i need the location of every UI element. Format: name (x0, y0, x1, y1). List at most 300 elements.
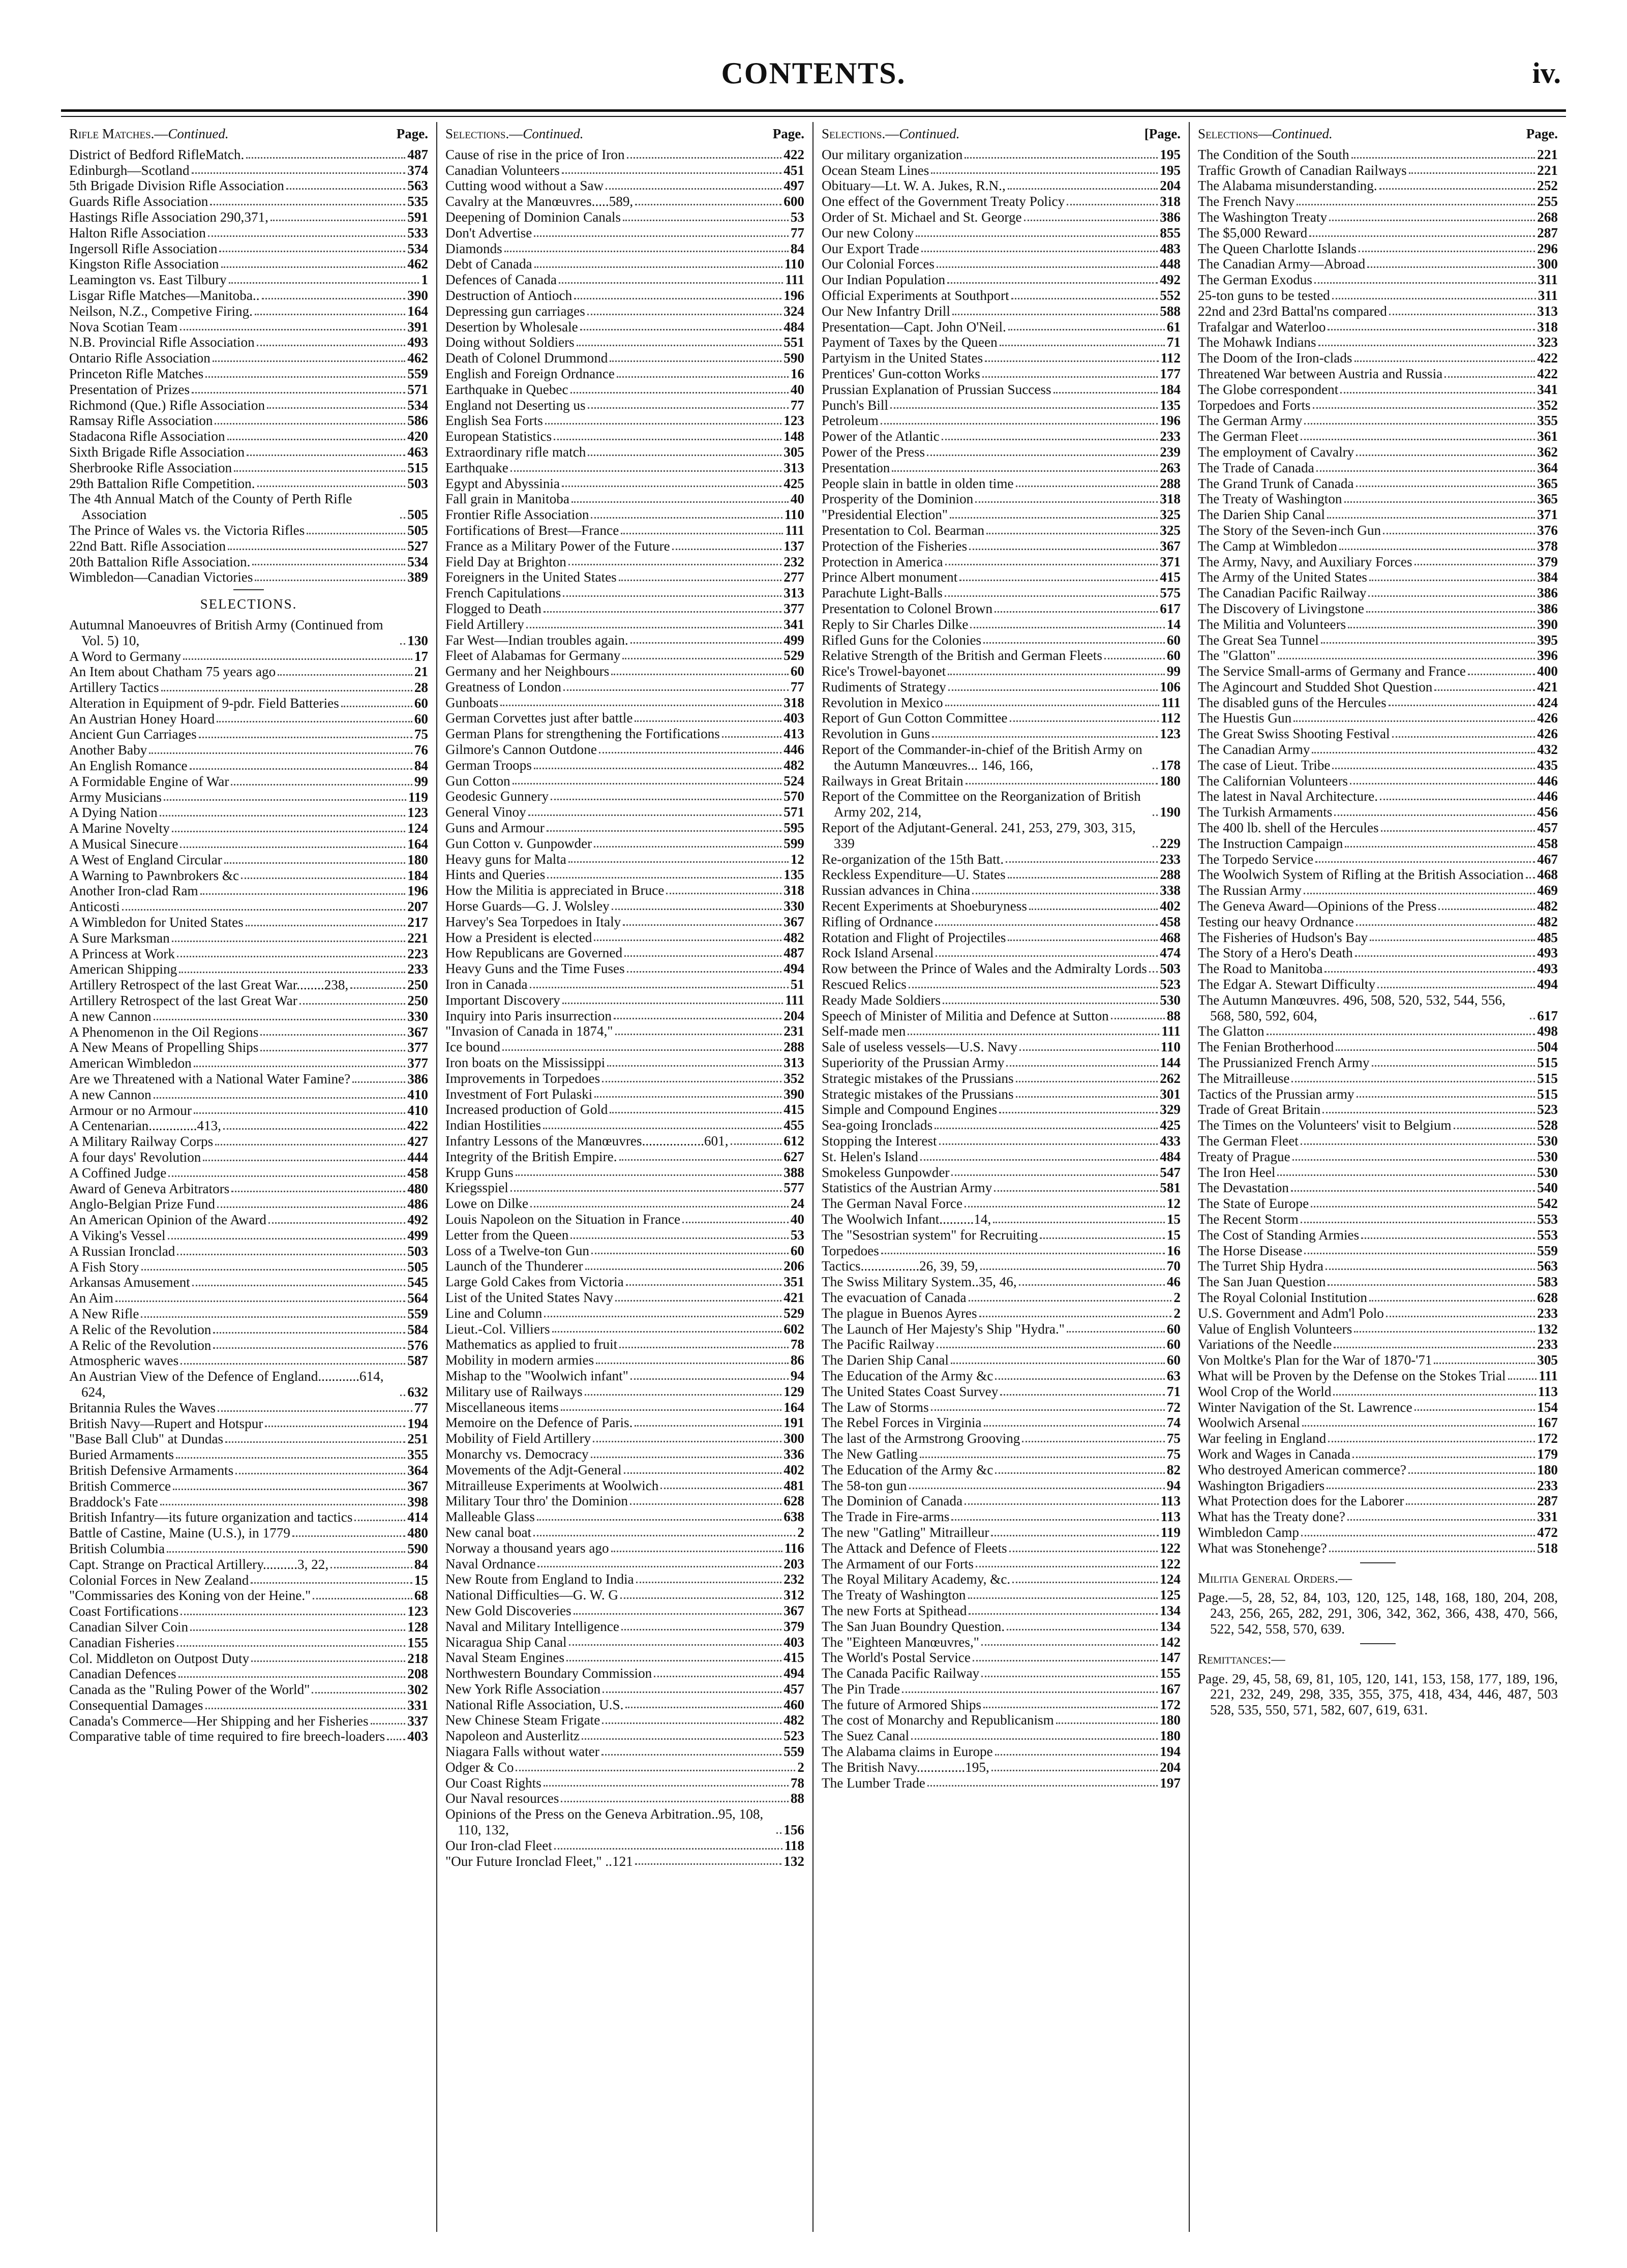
contents-entry (69, 1509, 428, 1525)
dot-leader (177, 1645, 406, 1647)
entry-title: The Devastation (1198, 1180, 1289, 1196)
dot-leader (950, 517, 1158, 519)
dot-leader (594, 1096, 781, 1098)
dot-leader (547, 877, 781, 879)
entry-title: The Royal Military Academy, &c. (822, 1571, 1011, 1587)
dot-leader (1304, 423, 1535, 425)
entry-title: The Californian Volunteers (1198, 773, 1348, 789)
contents-entry (445, 852, 804, 867)
entry-title: Kingston Rifle Association (69, 256, 219, 272)
contents-entry (822, 820, 1181, 852)
entry-page: 503 (407, 1243, 428, 1259)
dot-leader (510, 1190, 781, 1192)
contents-entry (1198, 460, 1558, 476)
entry-title: Col. Middleton on Outpost Duty (69, 1650, 250, 1666)
dot-leader (141, 1316, 405, 1318)
entry-title: The "Eighteen Manœuvres," (822, 1634, 979, 1650)
entry-page: 110 (784, 256, 804, 272)
contents-entry (69, 1698, 428, 1713)
dot-leader (400, 643, 405, 645)
entry-title: Tactics.................26, 39, 59, (822, 1258, 978, 1274)
entry-page: 457 (1537, 820, 1558, 836)
entry-title: European Statistics (445, 429, 552, 444)
entry-page: 331 (1537, 1509, 1558, 1525)
entry-title: Obituary—Lt. W. A. Jukes, R.N., (822, 178, 1006, 194)
contents-entry (445, 350, 804, 366)
entry-title: Work and Wages in Canada (1198, 1446, 1351, 1462)
dot-leader (892, 470, 1158, 472)
entry-page: 75 (414, 727, 428, 742)
entry-title: Field Artillery (445, 616, 524, 632)
contents-entry (822, 1290, 1181, 1306)
entry-page: 330 (407, 1008, 428, 1024)
contents-entry (445, 319, 804, 335)
entry-title: Gilmore's Cannon Outdone (445, 742, 597, 758)
entry-page: 251 (407, 1431, 428, 1447)
contents-entry (1198, 585, 1558, 601)
entry-title: The Trade of Canada (1198, 460, 1314, 475)
dot-leader (1369, 1300, 1535, 1302)
contents-entry (1198, 429, 1558, 444)
contents-entry (1198, 710, 1558, 726)
contents-entry (445, 366, 804, 382)
entry-title: The United States Coast Survey (822, 1383, 999, 1399)
dot-leader (1377, 987, 1535, 988)
dot-leader (260, 1050, 405, 1051)
contents-entry (445, 163, 804, 178)
entry-page: 154 (1537, 1399, 1558, 1415)
contents-entry (1198, 648, 1558, 663)
entry-title: Consequential Damages (69, 1697, 203, 1713)
dot-leader (1016, 1081, 1158, 1082)
dot-leader (660, 1488, 781, 1489)
dot-leader (307, 533, 405, 534)
contents-entry (69, 1604, 428, 1619)
dot-leader (1019, 1284, 1165, 1286)
entry-title: Award of Geneva Arbitrators (69, 1181, 230, 1196)
entry-title: A Formidable Engine of War (69, 773, 229, 789)
dot-leader (984, 1425, 1165, 1427)
entry-list (445, 147, 804, 1869)
dot-leader (526, 627, 781, 628)
remittances-pages: Page. 29, 45, 58, 69, 81, 105, 120, 141, 153, 158, 177, 189, 196, 221, 232, 249, 298, 335, 355, 375, 418, 434, 446, 487, 503 528, 535, 550, 571, 582, 607, 619, 631. (1198, 1671, 1558, 1718)
dot-leader (568, 861, 789, 863)
contents-entry (445, 194, 804, 209)
contents-entry (69, 444, 428, 460)
contents-entry (69, 1055, 428, 1071)
entry-page: 444 (407, 1150, 428, 1165)
contents-entry (822, 1165, 1181, 1181)
contents-entry (445, 789, 804, 804)
entry-page: 367 (1160, 538, 1181, 554)
dot-leader (970, 627, 1164, 628)
entry-page: 493 (407, 335, 428, 350)
entry-title: Canadian Silver Coin (69, 1619, 189, 1635)
entry-title: Canadian Defences (69, 1666, 176, 1682)
contents-entry (445, 1227, 804, 1243)
contents-entry (822, 1039, 1181, 1055)
entry-page: 361 (1537, 429, 1558, 444)
dot-leader (1007, 1629, 1158, 1630)
entry-title: The Horse Disease (1198, 1243, 1303, 1258)
contents-entry (69, 1181, 428, 1197)
contents-entry (69, 790, 428, 805)
contents-entry (1198, 1462, 1558, 1478)
contents-entry (69, 1369, 428, 1400)
contents-entry (822, 319, 1181, 335)
contents-entry (69, 1729, 428, 1744)
dot-leader (591, 517, 782, 519)
entry-title: Prentices' Gun-cotton Works (822, 366, 980, 381)
entry-title: Depressing gun carriages (445, 303, 585, 319)
entry-page: 527 (407, 538, 428, 554)
contents-entry (445, 1791, 804, 1806)
dot-leader (168, 1175, 405, 1177)
dot-leader (601, 1754, 781, 1756)
entry-title: Northwestern Boundary Commission (445, 1666, 652, 1681)
contents-entry (1198, 1117, 1558, 1133)
contents-entry (822, 992, 1181, 1008)
entry-title: Another Iron-clad Ram (69, 883, 198, 899)
entry-page: 503 (407, 475, 428, 491)
entry-title: The Education of the Army &c (822, 1368, 993, 1383)
entry-page: 130 (407, 632, 428, 648)
dot-leader (208, 235, 405, 237)
contents-entry (445, 961, 804, 977)
entry-title: The new "Gatling" Mitrailleur (822, 1524, 989, 1540)
dot-leader (965, 157, 1158, 159)
dot-leader (1386, 1316, 1535, 1317)
contents-entry (822, 898, 1181, 914)
entry-page: 134 (1160, 1618, 1181, 1634)
entry-page: 288 (1160, 867, 1181, 883)
contents-entry (1198, 1306, 1558, 1321)
dot-leader (626, 1284, 782, 1286)
entry-page: 553 (1537, 1211, 1558, 1227)
contents-entry (1198, 554, 1558, 570)
dot-leader (948, 674, 1165, 675)
dot-leader (927, 1785, 1158, 1787)
entry-page: 505 (407, 507, 428, 523)
entry-title: Treaty of Prague (1198, 1148, 1290, 1164)
dot-leader (936, 955, 1158, 957)
contents-entry (445, 1462, 804, 1478)
entry-page: 204 (1160, 1759, 1181, 1775)
contents-entry (822, 272, 1181, 288)
entry-page: 563 (1537, 1258, 1558, 1274)
contents-entry (445, 1133, 804, 1149)
entry-title: How the Militia is appreciated in Bruce (445, 883, 665, 898)
entry-page: 74 (1166, 1415, 1181, 1431)
dot-leader (624, 1472, 782, 1474)
entry-page: 40 (790, 1211, 804, 1227)
dot-leader (262, 298, 406, 299)
entry-page: 523 (1160, 977, 1181, 992)
contents-entry (822, 1744, 1181, 1760)
entry-page: 386 (1160, 209, 1181, 225)
entry-title: An American Opinion of the Award (69, 1212, 266, 1228)
dot-leader (999, 1112, 1158, 1113)
contents-entry (445, 1666, 804, 1681)
entry-page: 388 (784, 1164, 804, 1180)
entry-page: 184 (407, 867, 428, 883)
dot-leader (257, 486, 406, 487)
dot-leader (231, 784, 412, 785)
contents-entry (1198, 804, 1558, 820)
contents-entry (445, 1556, 804, 1572)
contents-entry (445, 1258, 804, 1274)
dot-leader (278, 674, 412, 676)
dot-leader (1011, 298, 1158, 299)
entry-page: 457 (784, 1681, 804, 1697)
entry-page: 147 (1160, 1650, 1181, 1666)
contents-entry (1198, 773, 1558, 789)
entry-title: Anticosti (69, 899, 120, 915)
contents-entry (69, 1134, 428, 1150)
entry-page: 191 (784, 1415, 804, 1431)
separator (1360, 1643, 1396, 1644)
contents-entry (1198, 304, 1558, 319)
entry-page: 75 (1166, 1446, 1181, 1462)
entry-title: Canada as the "Ruling Power of the World" (69, 1682, 310, 1698)
dot-leader (1111, 1018, 1165, 1019)
dot-leader (180, 329, 406, 330)
entry-title: The Instruction Campaign (1198, 835, 1343, 851)
dot-leader (1329, 1551, 1535, 1552)
contents-entry (445, 883, 804, 898)
entry-page: 458 (1160, 914, 1181, 929)
entry-title: Prince Albert monument (822, 569, 958, 585)
contents-entry (445, 1493, 804, 1509)
entry-page: 474 (1160, 945, 1181, 961)
dot-leader (627, 971, 782, 973)
contents-entry (445, 272, 804, 288)
entry-page: 390 (1537, 616, 1558, 632)
entry-title: Ancient Gun Carriages (69, 727, 197, 742)
contents-entry (822, 491, 1181, 507)
entry-title: Rifled Guns for the Colonies (822, 632, 982, 648)
contents-entry (1198, 523, 1558, 538)
entry-title: The Grand Trunk of Canada (1198, 475, 1354, 491)
entry-page: 111 (1161, 1023, 1181, 1039)
entry-title: Hastings Rifle Association 290,371, (69, 209, 268, 225)
contents-entry (445, 1384, 804, 1400)
entry-title: Guards Rifle Association (69, 194, 208, 209)
dot-leader (982, 376, 1158, 378)
contents-entry (445, 930, 804, 946)
dot-leader (194, 1112, 405, 1114)
entry-title: Iron in Canada (445, 977, 528, 992)
entry-page: 305 (1537, 1352, 1558, 1368)
entry-page: 403 (784, 1634, 804, 1650)
dot-leader (945, 705, 1160, 706)
separator (1360, 1562, 1396, 1563)
entry-title: The Pacific Railway (822, 1337, 935, 1352)
entry-page: 483 (1160, 240, 1181, 256)
entry-title: Norway a thousand years ago (445, 1540, 609, 1556)
entry-title: Field Day at Brighton (445, 554, 566, 569)
entry-page: 396 (1537, 648, 1558, 663)
contents-entry (1198, 1243, 1558, 1259)
contents-entry (445, 444, 804, 460)
entry-page: 233 (1537, 1337, 1558, 1352)
entry-title: The cost of Monarchy and Republicanism (822, 1712, 1054, 1728)
contents-entry (445, 1650, 804, 1666)
entry-page: 435 (1537, 757, 1558, 773)
entry-page: 208 (407, 1666, 428, 1682)
contents-entry (1198, 1321, 1558, 1337)
contents-entry (69, 821, 428, 836)
contents-entry (69, 1353, 428, 1369)
contents-entry (822, 1587, 1181, 1603)
contents-entry (445, 1854, 804, 1869)
entry-title: The Trade in Fire-arms (822, 1509, 950, 1525)
entry-title: Re-organization of the 15th Batt. (822, 851, 1004, 867)
dot-leader (205, 376, 405, 378)
page-title: CONTENTS. (721, 56, 906, 90)
entry-page: 559 (784, 1744, 804, 1760)
entry-page: 390 (407, 287, 428, 303)
contents-entry (445, 1243, 804, 1259)
dot-leader (972, 893, 1158, 894)
contents-entry (1198, 992, 1558, 1024)
entry-page: 68 (414, 1588, 428, 1604)
entry-title: U.S. Government and Adm'l Polo (1198, 1305, 1384, 1321)
entry-title: The Glatton (1198, 1023, 1264, 1039)
entry-page: 221 (1537, 162, 1558, 178)
entry-title: Nicaragua Ship Canal (445, 1634, 567, 1650)
contents-entry (822, 883, 1181, 898)
entry-page: 53 (790, 1227, 804, 1243)
entry-page: 40 (790, 381, 804, 397)
entry-page: 76 (414, 742, 428, 758)
entry-page: 12 (790, 851, 804, 867)
contents-entry (445, 1415, 804, 1431)
contents-entry (445, 1838, 804, 1854)
entry-title: Von Moltke's Plan for the War of 1870-'71 (1198, 1352, 1432, 1368)
entry-page: 196 (407, 883, 428, 899)
entry-title: Movements of the Adjt-General (445, 1462, 622, 1477)
contents-entry (1198, 194, 1558, 209)
entry-page: 570 (784, 789, 804, 804)
contents-entry (822, 632, 1181, 648)
entry-page: 505 (407, 1259, 428, 1275)
contents-entry (1198, 476, 1558, 492)
contents-entry (822, 1775, 1181, 1791)
entry-page: 534 (407, 240, 428, 256)
dot-leader (1313, 407, 1535, 409)
dot-leader (582, 1738, 781, 1740)
contents-entry (69, 868, 428, 884)
contents-entry (445, 1478, 804, 1494)
entry-title: The Globe correspondent (1198, 381, 1339, 397)
dot-leader (881, 423, 1158, 425)
dot-leader (1329, 220, 1535, 221)
contents-entry (822, 304, 1181, 319)
entry-page: 422 (407, 1118, 428, 1134)
entry-page: 24 (790, 1196, 804, 1212)
entry-title: Tactics of the Prussian army (1198, 1086, 1354, 1102)
entry-title: The Story of the Seven-inch Gun (1198, 522, 1381, 538)
entry-page: 398 (407, 1494, 428, 1509)
contents-entry (822, 648, 1181, 663)
contents-entry (1198, 1540, 1558, 1556)
entry-page: 493 (1537, 945, 1558, 961)
contents-entry (445, 1635, 804, 1650)
dot-leader (951, 1174, 1158, 1176)
dot-leader (1292, 1159, 1535, 1161)
entry-page: 123 (407, 805, 428, 821)
entry-page: 86 (790, 1352, 804, 1368)
entry-title: The Attack and Defence of Fleets (822, 1540, 1007, 1556)
entry-page: 617 (1537, 1008, 1558, 1023)
entry-page: 377 (407, 1055, 428, 1071)
entry-page: 371 (1160, 554, 1181, 569)
contents-entry (822, 1525, 1181, 1540)
contents-entry (445, 1212, 804, 1227)
contents-entry (69, 476, 428, 492)
contents-entry (445, 1086, 804, 1102)
entry-page: 195 (1160, 146, 1181, 162)
entry-title: Wool Crop of the World (1198, 1383, 1332, 1399)
contents-entry (822, 398, 1181, 413)
entry-title: Nova Scotian Team (69, 319, 178, 335)
entry-page: 628 (1537, 1289, 1558, 1305)
entry-title: Parachute Light-Balls (822, 585, 943, 601)
entry-title: Mobility of Field Artillery (445, 1431, 591, 1446)
dot-leader (1379, 188, 1535, 190)
dot-leader (630, 642, 781, 644)
dot-leader (299, 1003, 405, 1005)
contents-entry (69, 758, 428, 774)
entry-title: Memoire on the Defence of Paris. (445, 1415, 633, 1431)
entry-page: 148 (784, 429, 804, 444)
contents-entry (69, 1118, 428, 1134)
entry-page: 217 (407, 915, 428, 930)
entry-title: Torpedoes and Forts (1198, 397, 1311, 413)
entry-page: 125 (1160, 1587, 1181, 1603)
entry-title: The Times on the Volunteers' visit to Belgium (1198, 1117, 1452, 1133)
entry-title: Arkansas Amusement (69, 1275, 190, 1290)
entry-page: 497 (784, 178, 804, 194)
contents-entry (1198, 632, 1558, 648)
contents-entry (1198, 288, 1558, 304)
dot-leader (563, 689, 789, 691)
entry-title: Monarchy vs. Democracy (445, 1446, 589, 1462)
contents-entry (822, 710, 1181, 726)
entry-title: Diamonds (445, 240, 502, 256)
contents-entry (69, 413, 428, 429)
entry-title: Stadacona Rifle Association (69, 429, 225, 444)
entry-page: 420 (407, 429, 428, 444)
entry-title: The Canadian Army (1198, 742, 1310, 758)
entry-page: 468 (1537, 867, 1558, 883)
dot-leader (1327, 517, 1535, 519)
entry-page: 178 (1160, 757, 1181, 773)
dot-leader (635, 1863, 781, 1865)
entry-title: The new Forts at Spithead (822, 1602, 967, 1618)
entry-title: The Launch of Her Majesty's Ship "Hydra." (822, 1321, 1065, 1337)
contents-entry (445, 1321, 804, 1337)
entry-title: Presentation of Prizes (69, 381, 190, 397)
entry-page: 194 (407, 1415, 428, 1431)
entry-page: 155 (1160, 1666, 1181, 1681)
entry-page: 111 (1539, 1368, 1558, 1383)
dot-leader (1408, 1472, 1535, 1474)
dot-leader (976, 1566, 1158, 1567)
entry-title: A Dying Nation (69, 805, 158, 821)
entry-page: 255 (1537, 194, 1558, 209)
